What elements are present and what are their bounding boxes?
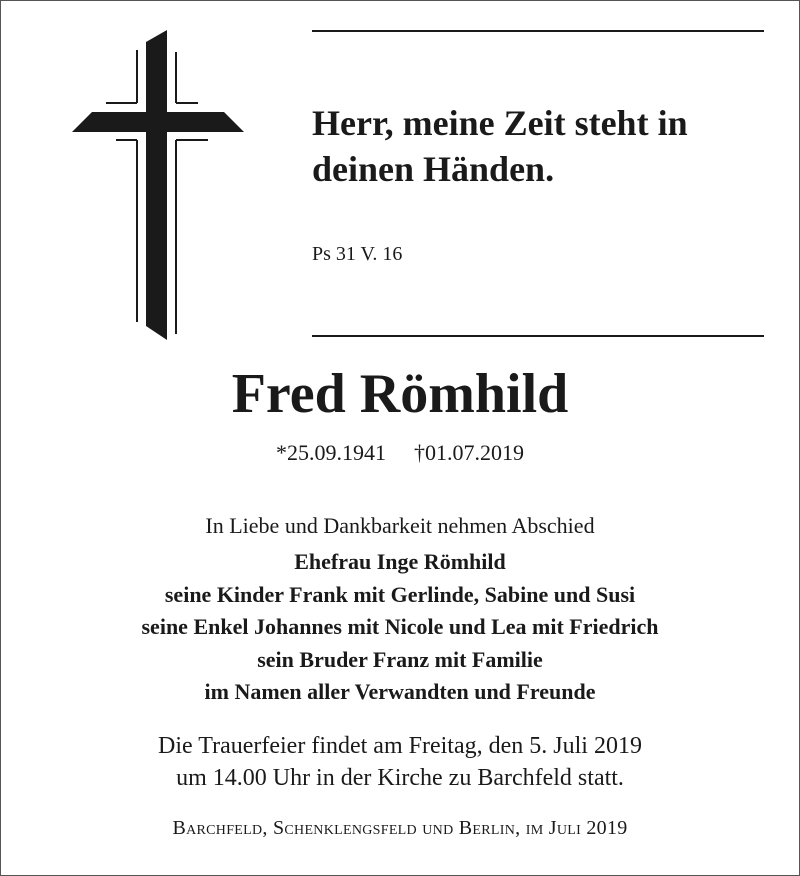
birth-date: *25.09.1941 [276,440,386,465]
farewell-line: In Liebe und Dankbarkeit nehmen Abschied [205,513,595,538]
place-and-date: Barchfeld, Schenklengsfeld und Berlin, im Juli 2019 [172,817,628,839]
service-info [0,730,800,794]
mourner-line: Ehefrau Inge Römhild [294,549,506,574]
verse-reference: Ps 31 V. 16 [312,243,403,265]
bible-verse: Herr, meine Zeit steht in deinen Händen. [312,103,688,189]
deceased-name: Fred Römhild [231,363,569,425]
cross-icon [70,30,246,340]
bottom-divider [312,335,764,337]
top-divider [312,30,764,32]
mourner-line: seine Enkel Johannes mit Nicole und Lea mit Friedrich [141,614,659,639]
service-line-1: Die Trauerfeier findet am Freitag, den 5. Juli 2019 [158,733,642,759]
mourner-line: sein Bruder Franz mit Familie [257,646,543,672]
mourner-line: seine Kinder Frank mit Gerlinde, Sabine und Susi [164,581,636,607]
mourner-line: im Namen aller Verwandten und Freunde [204,679,596,704]
life-dates [0,440,800,466]
mourners-list [0,546,800,709]
service-line-2: um 14.00 Uhr in der Kirche zu Barchfeld statt. [176,765,624,791]
death-date: †01.07.2019 [414,440,524,465]
